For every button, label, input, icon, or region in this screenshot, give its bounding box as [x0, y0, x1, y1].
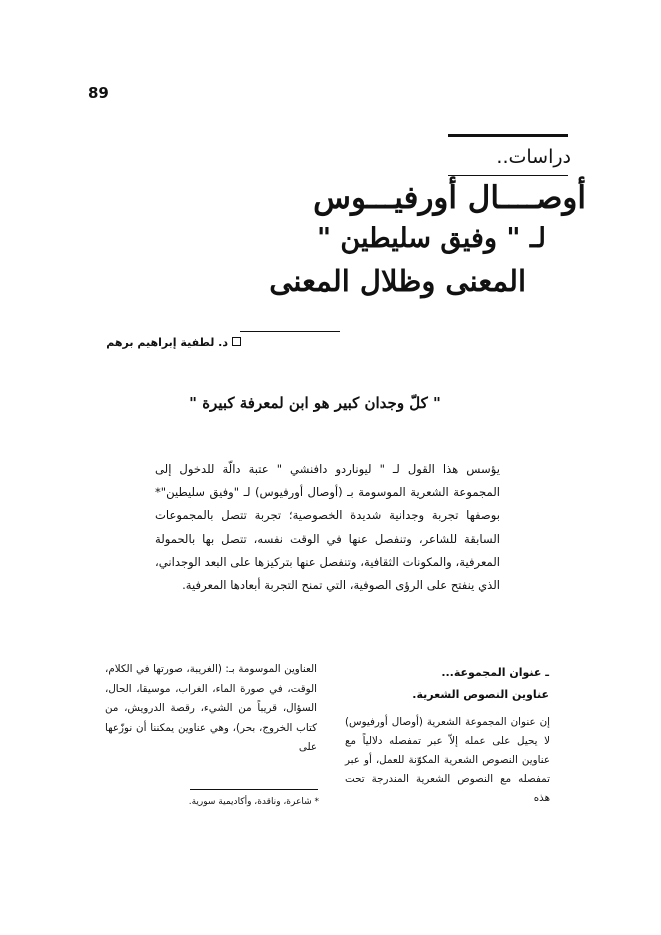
section-label: دراسات..: [496, 146, 571, 168]
section-bottom-rule: [448, 175, 568, 176]
left-column-text: العناوين الموسومة بـ: (الغريبة، صورتها في الكلام، الوقت، في صورة الماء، الغراب، موسيقا، الحال، السؤال، قريباً من الشيء، رقصة الدرويش، من كتاب الخروج، بحر)، وهي عناوين يمكننا أن نوزّعها على: [105, 663, 317, 753]
page-number: 89: [88, 84, 109, 102]
author-rule: [240, 331, 340, 332]
square-bullet-icon: [232, 337, 241, 346]
author-name: د. لطفية إبراهيم برهم: [106, 336, 228, 349]
intro-text: يؤسس هذا القول لـ " ليوناردو دافنشي " عتبة دالّة للدخول إلى المجموعة الشعرية الموسومة بـ (أوصال أورفيوس) لـ "وفيق سليطين"* بوصفها تجربة وجدانية شديدة الخصوصية؛ تجربة تتصل بالمجموعات السابقة للشاعر، وتنفصل عنها في الوقت نفسه، تتصل بها بالحمولة المعرفية، والمكونات الثقافية، وتنفصل عنها بتركيزها على البعد الوجداني، الذي ينفتح على الرؤى الصوفية، التي تمنح التجربة أبعادها المعرفية.: [155, 462, 500, 593]
epigraph-quote: " كلّ وجدان كبير هو ابن لمعرفة كبيرة ": [189, 394, 441, 412]
intro-paragraph: [155, 458, 500, 597]
article-title-line-2: لـ " وفيق سليطين ": [316, 223, 546, 254]
left-column: [105, 660, 317, 758]
subheading-poem-titles: عناوين النصوص الشعرية.: [412, 688, 549, 701]
section-top-rule: [448, 134, 568, 137]
right-column: [345, 713, 550, 808]
article-title-line-1: أوصــــال أورفيـــوس: [313, 180, 586, 216]
footnote-rule: [190, 789, 318, 790]
author-byline: [106, 336, 241, 349]
subheading-collection-title: ـ عنوان المجموعة...: [441, 666, 549, 679]
footnote: * شاعرة، وناقدة، وأكاديمية سورية.: [188, 797, 319, 807]
right-column-text: إن عنوان المجموعة الشعرية (أوصال أورفيوس) لا يحيل على عمله إلاّ عبر تمفصله دلالياً مع عناوين النصوص الشعرية المكوّنة للعمل، أو عبر تمفصله مع النصوص الشعرية المندرجة تحت هذه: [345, 716, 550, 804]
article-title-line-3: المعنى وظلال المعنى: [269, 264, 526, 298]
